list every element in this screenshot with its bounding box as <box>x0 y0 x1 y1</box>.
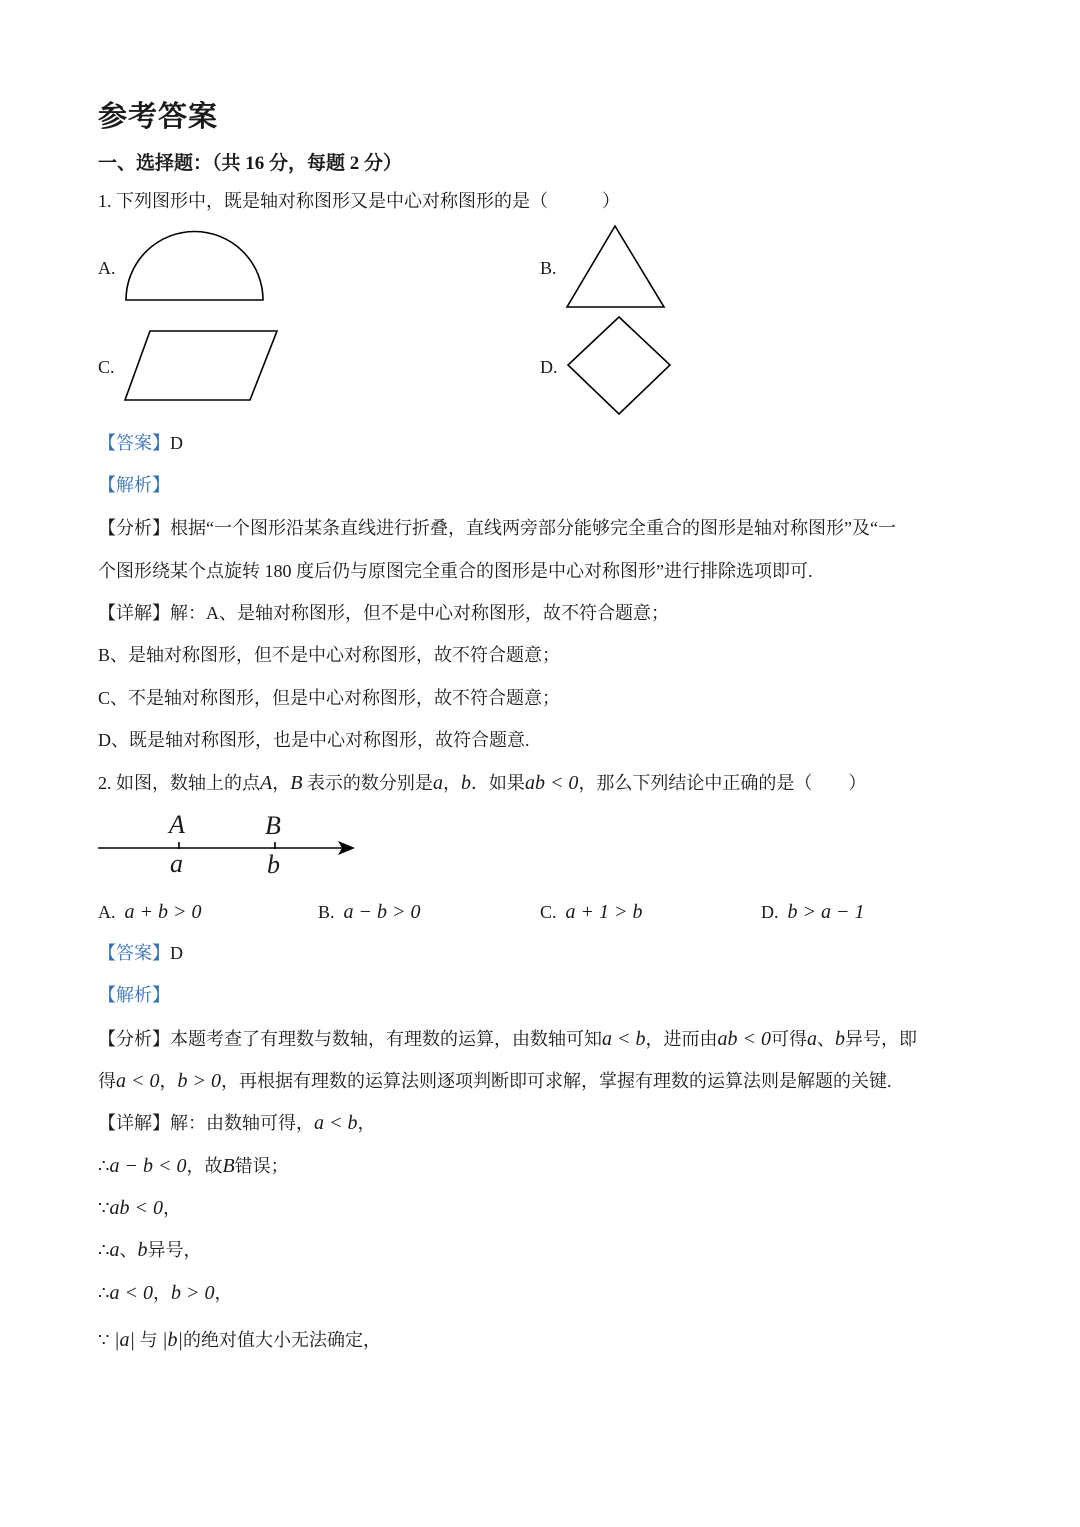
q1-option-d-label: D. <box>540 357 558 377</box>
answer-value: D <box>170 943 183 963</box>
section-heading: 一、选择题：（共 16 分，每题 2 分） <box>98 153 403 174</box>
q2-detail-line2: ∴a − b < 0，故B错误； <box>98 1155 289 1177</box>
q1-fenxi-line1: 【分析】根据“一个图形沿某条直线进行折叠，直线两旁部分能够完全重合的图形是轴对称图形”及“一 <box>98 518 896 538</box>
point-a-label: A <box>169 810 185 839</box>
q2-detail-line6: ∵ |a| 与 |b|的绝对值大小无法确定， <box>98 1329 381 1351</box>
answer-tag: 【答案】 <box>98 433 170 453</box>
q2-detail-line1: 【详解】解：由数轴可得，a < b， <box>98 1112 376 1134</box>
point-b-label: B <box>265 811 281 840</box>
q2-fenxi-line1: 【分析】本题考查了有理数与数轴，有理数的运算，由数轴可知a < b，进而由ab < 0可得a、b异号，即 <box>98 1028 917 1050</box>
q1-detail-line2: B、是轴对称图形，但不是中心对称图形，故不符合题意； <box>98 645 561 665</box>
q1-option-b-label: B. <box>540 258 557 278</box>
value-a-label: a <box>170 849 183 878</box>
q2-option-d: D. b > a − 1 <box>761 901 865 923</box>
q2-fenxi-line2: 得a < 0，b > 0，再根据有理数的运算法则逐项判断即可求解，掌握有理数的运算法则是解题的关键. <box>98 1070 892 1092</box>
answer-value: D <box>170 433 183 453</box>
q2-option-a: A. a + b > 0 <box>98 901 202 923</box>
page-title: 参考答案 <box>98 101 219 133</box>
answer-tag: 【答案】 <box>98 943 170 963</box>
q2-option-c: C. a + 1 > b <box>540 901 643 923</box>
q1-detail-line3: C、不是轴对称图形，但是中心对称图形，故不符合题意； <box>98 688 561 708</box>
q1-fenxi-line2: 个图形绕某个点旋转 180 度后仍与原图完全重合的图形是中心对称图形”进行排除选项即可. <box>98 561 813 581</box>
q2-option-b: B. a − b > 0 <box>318 901 421 923</box>
q1-detail-line1: 【详解】解：A、是轴对称图形，但不是中心对称图形，故不符合题意； <box>98 603 669 623</box>
q1-option-c-label: C. <box>98 357 115 377</box>
q2-analysis-tag: 【解析】 <box>98 985 170 1005</box>
q1-detail-line4: D、既是轴对称图形，也是中心对称图形，故符合题意. <box>98 730 530 750</box>
value-b-label: b <box>267 850 280 879</box>
q2-stem: 2. 如图，数轴上的点A，B 表示的数分别是a，b．如果ab < 0，那么下列结论中正确的是（ ） <box>98 772 867 794</box>
q2-detail-line5: ∴a < 0，b > 0， <box>98 1282 233 1304</box>
q1-stem: 1. 下列图形中，既是轴对称图形又是中心对称图形的是（ ） <box>98 191 620 211</box>
q1-option-a-label: A. <box>98 258 116 278</box>
q2-detail-line3: ∵ab < 0， <box>98 1197 181 1219</box>
q2-detail-line4: ∴a、b异号， <box>98 1239 202 1261</box>
q2-answer <box>98 944 183 962</box>
q1-analysis-tag: 【解析】 <box>98 475 170 495</box>
